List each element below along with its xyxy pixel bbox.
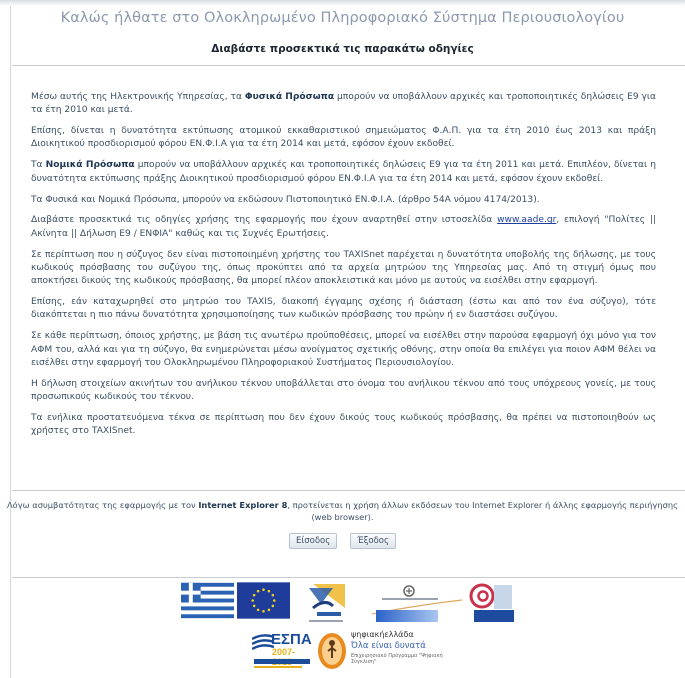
paragraph-afm-selection: Σε κάθε περίπτωση, όποιος χρήστης, με βάση τις ανωτέρω προϋποθέσεις, μπορεί να εισέλθει στην παρούσα εφαρμογή όχι μόνο για τον ΑΦΜ του, αλλά και για τη σύζυγο, θα ενημερώνεται μέσω ανοίγματος σχετικής οθόνης, στην οποία θα επιλέγει για ποιον ΑΦΜ θέλει να εισέλθει στην εφαρμογή του Ολοκληρωμένου Πληροφοριακού Συστήματος Περιουσιολογίου. bbox=[31, 331, 656, 368]
eu-star bbox=[273, 599, 276, 602]
digital-greece-emblem-icon bbox=[317, 631, 347, 671]
paragraph-certificate: Τα Φυσικά και Νομικά Πρόσωπα, μπορούν να εκδώσουν Πιστοποιητικό ΕΝ.Φ.Ι.Α. (άρθρο 54Α νόμου 4174/2013). bbox=[31, 194, 540, 205]
eu-star bbox=[257, 609, 260, 612]
ktpae-logo bbox=[303, 582, 349, 626]
eu-star bbox=[272, 605, 275, 608]
paragraph-divorce: Επίσης, εάν καταχωρηθεί στο μητρώο του TAXIS, διακοπή έγγαμης σχέσης ή διάσταση (έστω και από τον ένα σύζυγο), τότε διακόπτεται η πιο πάνω δυνατότητα χρησιμοποίησης των κωδικών πρόσβασης του πρώην ή εν διαστάσει συζύγου. bbox=[31, 297, 656, 321]
paragraph-adult-child: Τα ενήλικα προστατευόμενα τέκνα σε περίπτωση που δεν έχουν δικούς τους κωδικούς πρόσβασης, θα πρέπει να πιστοποιηθούν ως χρήστες στο TAXISnet. bbox=[31, 412, 656, 437]
divider-top bbox=[12, 65, 685, 66]
paragraph-natural-persons: Μέσω αυτής της Ηλεκτρονικής Υπηρεσίας, τα Φυσικά Πρόσωπα μπορούν να υποβάλλουν αρχικές και τροποποιητικές δηλώσεις Ε9 για τα έτη 2010 και μετά. bbox=[31, 92, 657, 116]
eu-star bbox=[272, 594, 275, 597]
e-government-logo bbox=[468, 582, 516, 624]
paragraph-legal-persons: Τα Νομικά Πρόσωπα μπορούν να υποβάλλουν αρχικές και τροποποιητικές δηλώσεις Ε9 για τα έτη 2011 και μετά. Επιπλέον, δίνεται η δυνατότητα εκτύπωσης πράξης Διοικητικού προσδιορισμού φόρου ΕΝ.Φ.Ι.Α για τα έτη 2014 και μετά, εφόσον έχουν εκδοθεί. bbox=[31, 160, 656, 184]
eu-flag-logo bbox=[237, 582, 290, 619]
action-buttons bbox=[0, 528, 685, 549]
eu-star bbox=[268, 590, 271, 593]
eu-star bbox=[253, 594, 256, 597]
logos-row-top bbox=[0, 582, 685, 626]
aade-link[interactable]: www.aade.gr bbox=[497, 215, 557, 226]
greek-flag-logo bbox=[181, 582, 234, 619]
instructions-content bbox=[31, 91, 656, 446]
divider-middle bbox=[12, 490, 685, 491]
page-subtitle: Διαβάστε προσεκτικά τις παρακάτω οδηγίες bbox=[211, 43, 474, 55]
login-button[interactable]: Είσοδος bbox=[289, 533, 337, 549]
natural-persons-label: Φυσικά Πρόσωπα bbox=[244, 92, 335, 102]
espa-logo: ΕΣΠΑ 2007- bbox=[252, 631, 314, 671]
paragraph-minor-child: Η δήλωση στοιχείων ακινήτων του ανήλικου τέκνου υποβάλλεται στο όνομα του ανήλικου τέκνου από τους υπόχρεους γονείς, με τους προσωπικούς κωδικούς του τέκνου. bbox=[31, 378, 656, 403]
browser-notice: Λόγω ασυμβατότητας της εφαρμογής με τον Internet Explorer 8, προτείνεται η χρήση άλλων εκδόσεων του Internet Explorer ή άλλης εφαρμογής περιήγησης (web browser). bbox=[6, 500, 678, 522]
eu-star bbox=[268, 609, 271, 612]
page-title: Καλώς ήλθατε στο Ολοκληρωμένο Πληροφοριακό Σύστημα Περιουσιολογίου bbox=[60, 10, 625, 26]
eu-star bbox=[262, 588, 265, 591]
paragraph-printing: Επίσης, δίνεται η δυνατότητα εκτύπωσης ατομικού εκκαθαριστικού σημειώματος Φ.Α.Π. για τα έτη 2010 έως 2013 και πράξη Διοικητικού προσδιορισμού φόρου ΕΝ.Φ.Ι.Α για τα έτη 2014 και μετά, εφόσον έχουν εκδοθεί. bbox=[31, 126, 656, 150]
hellenic-republic-logo bbox=[372, 584, 467, 624]
eu-star bbox=[251, 599, 254, 602]
logos-row-bottom bbox=[0, 628, 685, 674]
legal-persons-label: Νομικά Πρόσωπα bbox=[45, 160, 135, 171]
divider-bottom bbox=[12, 577, 685, 578]
digital-greece-logo: ψηφιακήελλάδα Όλα είναι δυνατά Επιχειρησιακό Πρόγραμμα "Ψηφιακή Σύγκλιση" bbox=[317, 628, 447, 674]
eu-star bbox=[257, 590, 260, 593]
eu-star bbox=[262, 610, 265, 613]
eu-star bbox=[253, 605, 256, 608]
paragraph-instructions: Διαβάστε προσεκτικά τις οδηγίες χρήσης της εφαρμογής που έχουν αναρτηθεί στην ιστοσελίδα www.aade.gr, επιλογή "Πολίτες || Ακίνητα || Δήλωση Ε9 / ΕΝΦΙΑ" καθώς και τις Συχνές Ερωτήσεις. bbox=[31, 215, 656, 239]
paragraph-spouse: Σε περίπτωση που η σύζυγος δεν είναι πιστοποιημένη χρήστης του TAXISnet παρέχεται η δυνατότητα υποβολής της δήλωσης, με τους κωδικούς πρόσβασης του συζύγου της, όπως προκύπτει από τα αρχεία μητρώου της Υπηρεσίας μας. Από τη στιγμή όμως που αποκτήσει δικούς της κωδικούς πρόσβασης, θα μπορεί πλέον αποκλειστικά και μόνο με αυτούς να εισέλθει στην εφαρμογή. bbox=[31, 249, 656, 287]
ie8-label: Internet Explorer 8 bbox=[198, 500, 288, 510]
exit-button[interactable]: Έξοδος bbox=[350, 533, 396, 549]
